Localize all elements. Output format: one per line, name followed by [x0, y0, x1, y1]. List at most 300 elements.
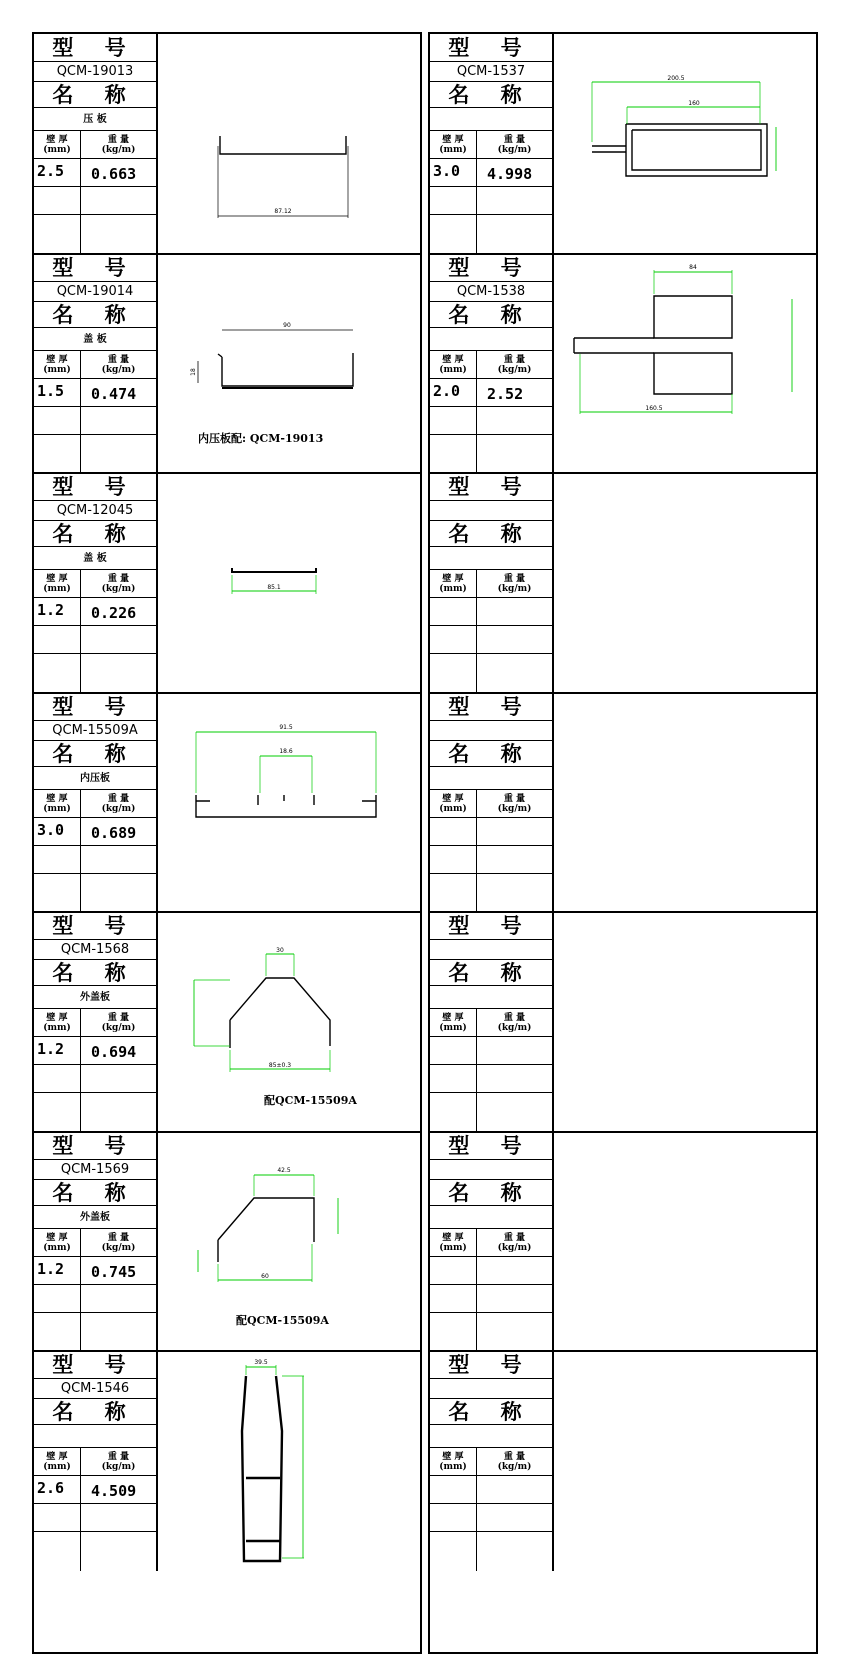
weight-cell — [81, 654, 156, 693]
weight-cell — [81, 1229, 156, 1256]
thickness-unit: (mm) — [439, 1023, 467, 1033]
name-value-row — [34, 547, 156, 570]
profile-info-table — [430, 34, 554, 254]
spec-header-row — [430, 1229, 552, 1257]
thickness-cell — [430, 1037, 477, 1064]
weight-unit: (kg/m) — [101, 1462, 136, 1472]
profile-info-table — [34, 912, 158, 1132]
weight-value: 4.509 — [91, 1482, 137, 1500]
weight-cell — [477, 1476, 552, 1503]
profile-card — [430, 473, 816, 693]
name-heading-label: 名 称 — [448, 960, 534, 985]
weight-unit: (kg/m) — [101, 1242, 136, 1253]
name-heading-label: 名 称 — [52, 82, 138, 107]
profile-cross-section-svg — [158, 34, 420, 254]
dimension-extension — [592, 82, 760, 142]
thickness-unit: (mm) — [439, 364, 467, 375]
thickness-header: 壁 厚 — [46, 1232, 68, 1243]
dimension-label: 60 — [261, 1272, 269, 1280]
blank-row — [430, 626, 552, 654]
profile-card — [430, 1132, 816, 1352]
thickness-cell — [34, 790, 81, 817]
weight-header: 重 量 — [503, 574, 526, 584]
profile-card — [430, 34, 816, 254]
name-value-row — [430, 547, 552, 570]
right-catalog-panel — [428, 32, 818, 1654]
thickness-cell — [34, 626, 81, 653]
name-heading-label: 名 称 — [52, 1179, 138, 1205]
weight-cell — [81, 1009, 156, 1036]
weight-cell — [81, 1532, 156, 1571]
profile-info-table — [430, 912, 554, 1132]
thickness-cell — [34, 187, 81, 214]
model-heading-row — [34, 34, 156, 62]
weight-cell — [477, 1532, 552, 1571]
thickness-cell — [430, 1009, 477, 1036]
model-heading-row — [34, 912, 156, 940]
thickness-value: 1.2 — [37, 601, 65, 619]
thickness-unit: (mm) — [43, 1023, 71, 1033]
model-heading-label: 型 号 — [52, 693, 138, 719]
fitting-note: 内压板配: QCM-19013 — [198, 431, 324, 445]
spec-header-row — [34, 1009, 156, 1037]
model-code-row — [34, 721, 156, 741]
profile-name: 压 板 — [83, 114, 107, 125]
spec-value-row — [34, 598, 156, 626]
spec-header-row — [34, 131, 156, 159]
dimension-extension — [196, 732, 376, 793]
profile-drawing — [554, 34, 816, 254]
name-value-row — [430, 108, 552, 131]
profile-info-table — [430, 1351, 554, 1571]
profile-cross-section-svg — [158, 1351, 420, 1571]
name-heading-label: 名 称 — [52, 521, 138, 546]
weight-cell — [81, 1093, 156, 1132]
thickness-header: 壁 厚 — [46, 574, 68, 584]
thickness-unit: (mm) — [43, 1462, 71, 1472]
blank-row — [34, 846, 156, 874]
name-value-row — [34, 328, 156, 351]
profile-cross-section-svg — [554, 1351, 816, 1571]
name-heading-row — [34, 1399, 156, 1425]
dimension-line — [580, 272, 792, 412]
profile-outline — [232, 568, 316, 573]
model-heading-row — [430, 1351, 552, 1379]
spec-value-row — [430, 598, 552, 626]
thickness-unit: (mm) — [43, 1242, 71, 1253]
spec-value-row — [430, 1037, 552, 1065]
name-heading-label: 名 称 — [448, 301, 534, 327]
weight-value: 0.689 — [91, 823, 137, 842]
weight-cell — [477, 846, 552, 873]
weight-unit: (kg/m) — [497, 364, 532, 375]
spec-value-row — [34, 379, 156, 407]
profile-outline — [230, 978, 330, 1048]
blank-row — [430, 1313, 552, 1352]
weight-cell — [81, 570, 156, 597]
thickness-value: 1.2 — [37, 1259, 65, 1278]
profile-info-table — [34, 693, 158, 913]
weight-unit: (kg/m) — [101, 803, 136, 814]
profile-drawing — [158, 254, 420, 474]
spec-value-row — [34, 1257, 156, 1285]
spec-value-row — [430, 818, 552, 846]
weight-cell — [477, 874, 552, 913]
weight-cell — [81, 187, 156, 214]
weight-value: 4.998 — [487, 165, 533, 183]
profile-card — [430, 912, 816, 1132]
blank-row — [430, 1093, 552, 1132]
thickness-cell — [34, 379, 81, 406]
weight-unit: (kg/m) — [497, 1462, 532, 1472]
thickness-cell — [34, 1229, 81, 1256]
profile-name: 内压板 — [80, 772, 110, 784]
weight-cell — [81, 379, 156, 406]
thickness-cell — [430, 1504, 477, 1531]
thickness-cell — [430, 1532, 477, 1571]
thickness-cell — [34, 1448, 81, 1475]
thickness-unit: (mm) — [439, 1462, 467, 1472]
dimension-line — [194, 954, 330, 1069]
weight-cell — [477, 818, 552, 845]
thickness-cell — [34, 1285, 81, 1312]
weight-cell — [81, 818, 156, 845]
weight-cell — [477, 1257, 552, 1284]
thickness-cell — [430, 846, 477, 873]
thickness-value: 2.0 — [433, 381, 461, 400]
thickness-cell — [34, 598, 81, 625]
profile-drawing — [554, 912, 816, 1132]
thickness-cell — [430, 1313, 477, 1352]
model-code: QCM-12045 — [56, 503, 134, 518]
thickness-cell — [34, 1476, 81, 1503]
thickness-cell — [34, 570, 81, 597]
dimension-label: 200.5 — [667, 75, 685, 82]
model-code: QCM-1569 — [60, 1161, 130, 1177]
profile-info-table — [34, 1132, 158, 1352]
fitting-note: 配QCM-15509A — [264, 1094, 357, 1107]
blank-row — [430, 1065, 552, 1093]
dimension-extension — [218, 1175, 314, 1282]
profile-cross-section-svg — [554, 34, 816, 254]
blank-row — [34, 1504, 156, 1532]
profile-info-table — [430, 254, 554, 474]
thickness-header: 壁 厚 — [442, 354, 464, 365]
thickness-cell — [34, 131, 81, 158]
blank-row — [34, 215, 156, 254]
profile-name: 盖 板 — [83, 553, 107, 564]
blank-row — [430, 1532, 552, 1571]
weight-header: 重 量 — [503, 135, 526, 145]
weight-header: 重 量 — [107, 354, 130, 365]
profile-card — [34, 34, 420, 254]
model-heading-label: 型 号 — [448, 1352, 534, 1377]
thickness-header: 壁 厚 — [46, 135, 68, 145]
name-heading-row — [430, 82, 552, 108]
thickness-header: 壁 厚 — [46, 354, 68, 365]
thickness-header: 壁 厚 — [46, 793, 68, 804]
weight-value: 0.745 — [91, 1262, 137, 1281]
weight-cell — [81, 1476, 156, 1503]
name-heading-row — [34, 521, 156, 547]
dimension-label: 90 — [283, 321, 291, 329]
name-value-row — [34, 1206, 156, 1229]
weight-header: 重 量 — [107, 793, 130, 804]
weight-unit: (kg/m) — [497, 145, 532, 155]
thickness-cell — [34, 215, 81, 254]
thickness-cell — [430, 435, 477, 474]
model-heading-row — [34, 693, 156, 721]
profile-outline — [592, 146, 626, 152]
blank-row — [34, 187, 156, 215]
profile-info-table — [430, 1132, 554, 1352]
weight-cell — [477, 626, 552, 653]
blank-row — [34, 1093, 156, 1132]
spec-header-row — [430, 351, 552, 379]
weight-cell — [477, 598, 552, 625]
blank-row — [34, 874, 156, 913]
blank-row — [430, 215, 552, 254]
model-heading-label: 型 号 — [448, 35, 534, 60]
thickness-cell — [34, 654, 81, 693]
model-heading-row — [34, 254, 156, 282]
profile-drawing — [158, 1132, 420, 1352]
profile-info-table — [34, 34, 158, 254]
model-code: QCM-1537 — [456, 64, 526, 79]
spec-header-row — [430, 1009, 552, 1037]
spec-value-row — [34, 818, 156, 846]
thickness-cell — [430, 379, 477, 406]
weight-cell — [81, 790, 156, 817]
weight-cell — [81, 626, 156, 653]
weight-cell — [81, 598, 156, 625]
dimension-extension — [580, 270, 732, 414]
thickness-unit: (mm) — [439, 803, 467, 814]
dimension-label: 87.12 — [274, 208, 292, 215]
weight-cell — [81, 215, 156, 254]
spec-header-row — [430, 790, 552, 818]
spec-value-row — [34, 159, 156, 187]
weight-cell — [81, 131, 156, 158]
thickness-cell — [430, 570, 477, 597]
name-heading-label: 名 称 — [52, 960, 138, 985]
thickness-header: 壁 厚 — [46, 1013, 68, 1023]
thickness-cell — [430, 626, 477, 653]
model-heading-row — [34, 1351, 156, 1379]
dimension-line — [198, 1175, 338, 1280]
name-heading-row — [34, 1180, 156, 1206]
profile-card — [34, 473, 420, 693]
profile-outline — [654, 296, 732, 394]
name-heading-label: 名 称 — [52, 740, 138, 766]
profile-card — [34, 912, 420, 1132]
weight-cell — [81, 846, 156, 873]
blank-row — [430, 187, 552, 215]
name-heading-row — [430, 960, 552, 986]
weight-cell — [477, 435, 552, 474]
profile-drawing — [158, 693, 420, 913]
thickness-cell — [430, 131, 477, 158]
thickness-cell — [430, 1065, 477, 1092]
profile-outline — [242, 1376, 282, 1561]
thickness-value: 3.0 — [433, 162, 461, 180]
name-value-row — [430, 986, 552, 1009]
thickness-header: 壁 厚 — [442, 1452, 464, 1462]
thickness-header: 壁 厚 — [46, 1452, 68, 1462]
blank-row — [430, 846, 552, 874]
blank-row — [34, 626, 156, 654]
thickness-cell — [34, 1504, 81, 1531]
profile-cross-section-svg — [554, 1132, 816, 1352]
model-code-row — [430, 62, 552, 82]
model-code-row — [430, 721, 552, 741]
name-heading-label: 名 称 — [52, 1399, 138, 1424]
weight-cell — [477, 1065, 552, 1092]
name-heading-row — [430, 1180, 552, 1206]
name-heading-row — [34, 82, 156, 108]
thickness-cell — [430, 874, 477, 913]
name-value-row — [430, 1425, 552, 1448]
blank-row — [430, 407, 552, 435]
profile-cross-section-svg — [554, 912, 816, 1132]
dimension-label: 39.5 — [254, 1359, 268, 1366]
name-heading-label: 名 称 — [52, 301, 138, 327]
name-value-row — [34, 986, 156, 1009]
thickness-cell — [430, 1229, 477, 1256]
profile-name: 盖 板 — [83, 333, 107, 345]
blank-row — [430, 1504, 552, 1532]
thickness-unit: (mm) — [439, 1242, 467, 1253]
thickness-value: 1.5 — [37, 381, 65, 400]
weight-cell — [81, 1065, 156, 1092]
weight-cell — [477, 159, 552, 186]
name-value-row — [430, 1206, 552, 1229]
weight-header: 重 量 — [503, 1452, 526, 1462]
weight-value: 2.52 — [487, 384, 524, 403]
profile-drawing — [554, 254, 816, 474]
weight-unit: (kg/m) — [101, 584, 136, 594]
model-code-row — [34, 1160, 156, 1180]
profile-card — [34, 1351, 420, 1571]
weight-cell — [81, 1037, 156, 1064]
weight-header: 重 量 — [503, 354, 526, 365]
profile-card — [34, 693, 420, 913]
fitting-note: 配QCM-15509A — [236, 1313, 329, 1327]
dimension-extension — [246, 1365, 304, 1558]
model-heading-label: 型 号 — [448, 693, 534, 719]
model-heading-row — [430, 34, 552, 62]
model-heading-row — [430, 1132, 552, 1160]
weight-header: 重 量 — [503, 1013, 526, 1023]
spec-header-row — [34, 790, 156, 818]
model-code-row — [34, 62, 156, 82]
weight-cell — [477, 1229, 552, 1256]
weight-cell — [477, 379, 552, 406]
weight-cell — [477, 1448, 552, 1475]
weight-unit: (kg/m) — [101, 1023, 136, 1033]
model-code-row — [430, 940, 552, 960]
profile-info-table — [430, 473, 554, 693]
name-value-row — [430, 328, 552, 351]
blank-row — [430, 1285, 552, 1313]
thickness-cell — [34, 818, 81, 845]
thickness-cell — [430, 818, 477, 845]
dimension-label: 160.5 — [645, 404, 663, 412]
weight-cell — [477, 790, 552, 817]
blank-row — [34, 654, 156, 693]
model-code-row — [34, 1379, 156, 1399]
model-heading-label: 型 号 — [448, 254, 534, 280]
thickness-cell — [34, 1532, 81, 1571]
thickness-cell — [34, 1313, 81, 1352]
weight-cell — [477, 187, 552, 214]
weight-header: 重 量 — [107, 135, 130, 145]
thickness-cell — [430, 598, 477, 625]
thickness-unit: (mm) — [439, 145, 467, 155]
weight-value: 0.474 — [91, 384, 137, 403]
weight-cell — [81, 159, 156, 186]
weight-value: 0.694 — [91, 1043, 137, 1061]
weight-unit: (kg/m) — [101, 364, 136, 375]
profile-card — [34, 1132, 420, 1352]
profile-info-table — [34, 254, 158, 474]
weight-cell — [477, 570, 552, 597]
thickness-cell — [430, 1093, 477, 1132]
weight-header: 重 量 — [107, 1013, 130, 1023]
dimension-label: 84 — [689, 263, 697, 271]
weight-cell — [477, 1504, 552, 1531]
profile-card — [34, 254, 420, 474]
thickness-cell — [430, 215, 477, 254]
model-heading-label: 型 号 — [448, 474, 534, 499]
spec-header-row — [34, 351, 156, 379]
blank-row — [34, 435, 156, 474]
model-heading-label: 型 号 — [52, 35, 138, 60]
weight-unit: (kg/m) — [497, 584, 532, 594]
profile-card — [430, 1351, 816, 1571]
thickness-header: 壁 厚 — [442, 1013, 464, 1023]
profile-drawing — [554, 693, 816, 913]
model-code: QCM-1538 — [456, 283, 526, 299]
profile-cross-section-svg — [554, 254, 816, 474]
thickness-cell — [34, 351, 81, 378]
dimension-label: 18 — [190, 367, 197, 376]
blank-row — [34, 1285, 156, 1313]
thickness-cell — [34, 846, 81, 873]
model-code-row — [34, 501, 156, 521]
thickness-unit: (mm) — [43, 364, 71, 375]
thickness-unit: (mm) — [43, 145, 71, 155]
thickness-cell — [430, 1285, 477, 1312]
name-heading-row — [430, 521, 552, 547]
profile-outline — [218, 353, 353, 386]
blank-row — [34, 407, 156, 435]
model-heading-label: 型 号 — [52, 254, 138, 280]
profile-outline — [196, 795, 376, 817]
weight-cell — [477, 1285, 552, 1312]
blank-row — [34, 1065, 156, 1093]
spec-header-row — [34, 570, 156, 598]
weight-cell — [81, 1504, 156, 1531]
model-code: QCM-1568 — [60, 942, 130, 957]
profile-drawing — [158, 912, 420, 1132]
dimension-label: 91.5 — [279, 723, 293, 731]
thickness-unit: (mm) — [43, 584, 71, 594]
model-heading-label: 型 号 — [448, 913, 534, 938]
thickness-cell — [34, 1257, 81, 1284]
model-heading-row — [430, 912, 552, 940]
thickness-unit: (mm) — [43, 803, 71, 814]
